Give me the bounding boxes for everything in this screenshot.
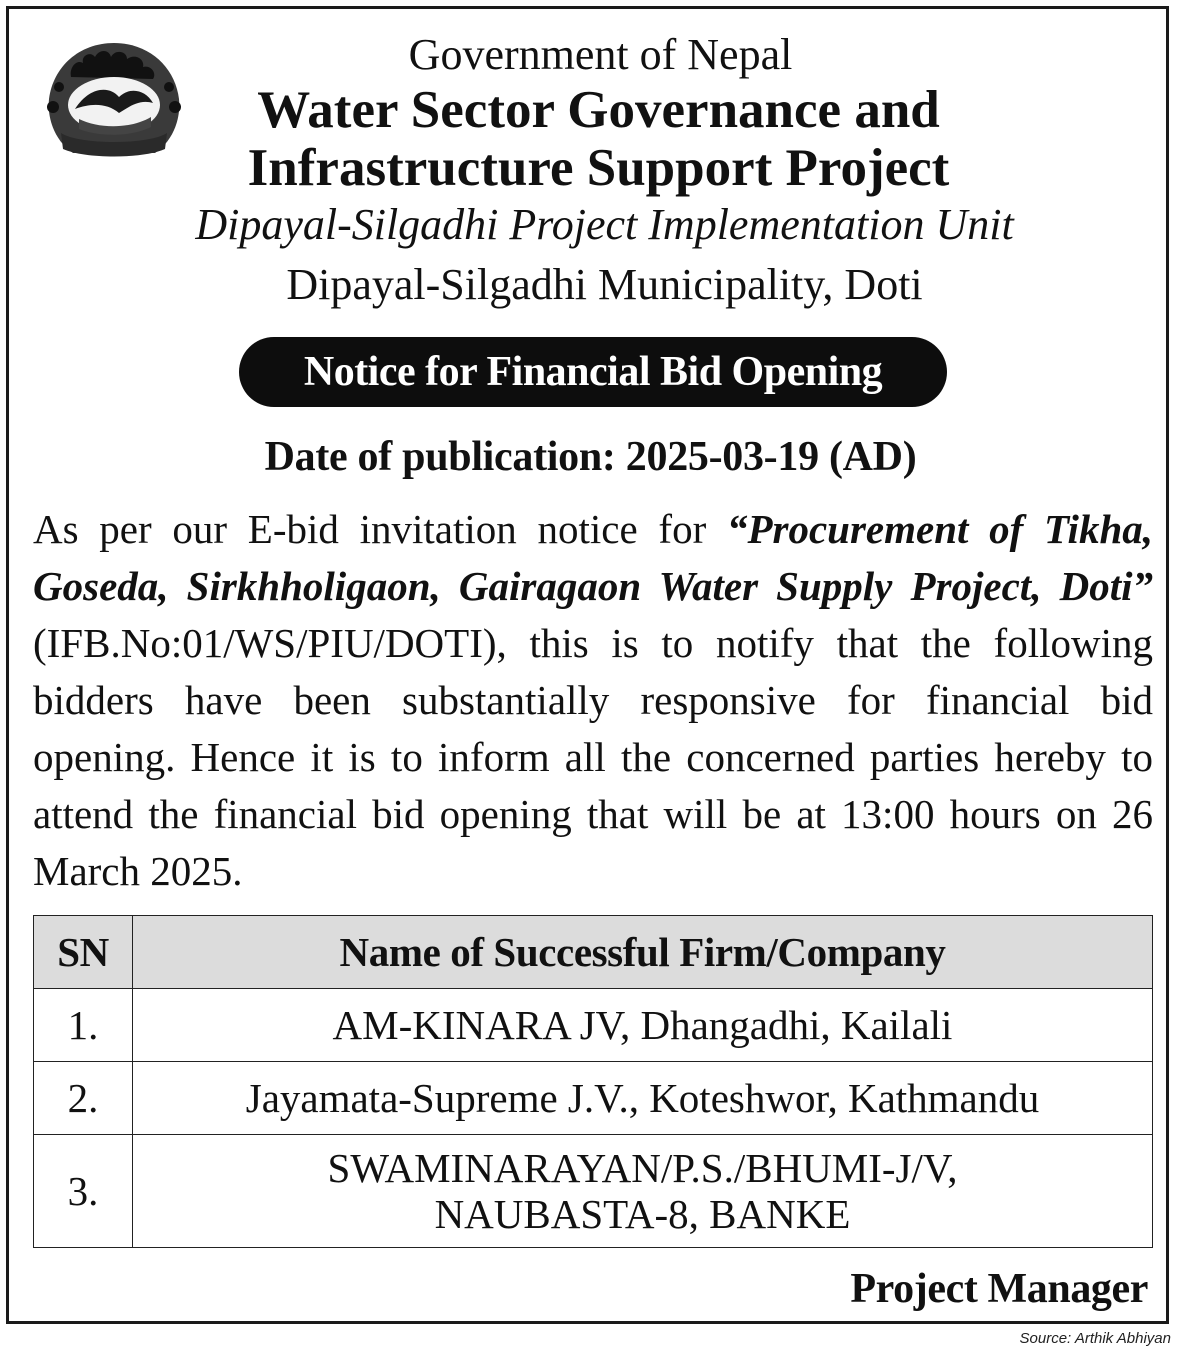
- notice-frame: [6, 6, 1169, 1324]
- row-sn: 2.: [34, 1062, 133, 1135]
- table-row: [34, 989, 1153, 1062]
- municipality: Dipayal-Silgadhi Municipality, Doti: [286, 260, 923, 309]
- firm-name-line: Jayamata-Supreme J.V., Koteshwor, Kathmandu: [245, 1075, 1040, 1121]
- table-row: [34, 1062, 1153, 1135]
- project-title-line-2: Infrastructure Support Project: [247, 139, 950, 197]
- notice-title-badge: Notice for Financial Bid Opening: [239, 337, 947, 407]
- row-firm: [133, 1062, 1153, 1135]
- project-title-line-1: Water Sector Governance and: [257, 81, 940, 139]
- publication-date: Date of publication: 2025-03-19 (AD): [264, 434, 917, 480]
- row-sn: 1.: [34, 989, 133, 1062]
- successful-firms-table: [33, 915, 1153, 1248]
- table-header-row: [34, 916, 1153, 989]
- table-row: [34, 1135, 1153, 1248]
- implementation-unit: Dipayal-Silgadhi Project Implementation Unit: [195, 200, 1014, 249]
- source-credit: Source: Arthik Abhiyan: [1019, 1330, 1171, 1347]
- row-sn: 3.: [34, 1135, 133, 1248]
- body-intro: As per our E-bid invitation notice for: [33, 506, 727, 552]
- firm-name-line: AM-KINARA JV, Dhangadhi, Kailali: [332, 1002, 953, 1048]
- firm-name-line: SWAMINARAYAN/P.S./BHUMI-J/V,: [327, 1145, 958, 1191]
- government-heading: Government of Nepal: [408, 30, 793, 79]
- firm-name-line-2: NAUBASTA-8, BANKE: [434, 1191, 851, 1237]
- body-rest: (IFB.No:01/WS/PIU/DOTI), this is to notify that the following bidders have been substantially responsive for financial bid opening. Hence it is to inform all the concerned parties hereby to attend the financial bid opening that will be at 13:00 hours on 26 March 2025.: [33, 620, 1153, 894]
- notice-body: [33, 501, 1153, 900]
- row-firm: [133, 989, 1153, 1062]
- column-header-sn: SN: [34, 916, 133, 989]
- signatory: Project Manager: [850, 1266, 1148, 1312]
- row-firm: [133, 1135, 1153, 1248]
- project-title: [17, 81, 1169, 197]
- body-project-name: “Procurement of Tikha, Goseda, Sirkhholigaon, Gairagaon Water Supply Project, Doti”: [33, 506, 1153, 609]
- column-header-firm: Name of Successful Firm/Company: [133, 916, 1153, 989]
